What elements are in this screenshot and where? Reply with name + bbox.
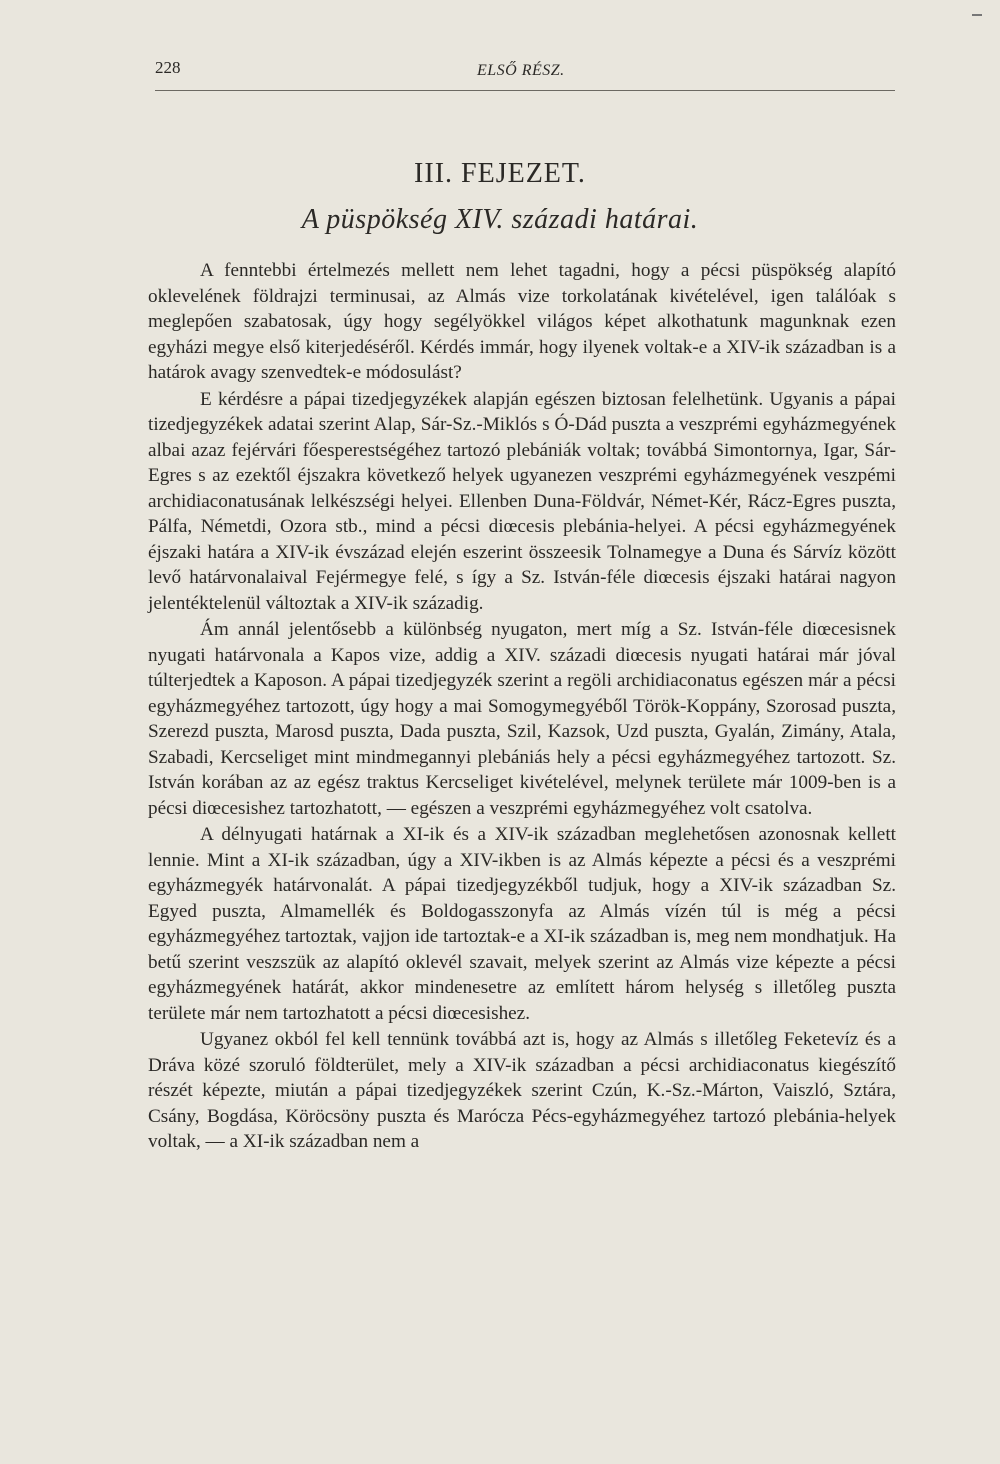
paragraph: E kérdésre a pápai tizedjegyzékek alapján egészen biztosan felelhetünk. Ugyanis a pápai tizedjegyzékek adatai szerint Alap, Sár-Sz.-Miklós s Ó-Dád puszta a veszprémi egyházmegyének albai azaz fejérvári főesperestségéhez tartozó plebániák voltak; továbbá Simontornya, Igar, Sár-Egres s az ezektől éjszakra következő helyek ugyanezen veszprémi egyházmegyének veszpémi archidiaconatusának lelkészségi helyei. Ellenben Duna-Földvár, Német-Kér, Rácz-Egres puszta, Pálfa, Németdi, Ozora stb., mind a pécsi diœcesis plebánia-helyei. A pécsi egyházmegyének éjszaki határa a XIV-ik évszázad elején eszerint összeesik Tolnamegye a Duna és Sárvíz között levő határvonalaival Fejérmegye felé, s így a Sz. István-féle diœcesis éjszaki határai nagyon jelentéktelenül változtak a XIV-ik századig. <box>148 388 896 614</box>
page-header <box>155 58 895 92</box>
edge-mark <box>972 14 982 16</box>
running-title: ELSŐ RÉSZ. <box>477 62 565 79</box>
chapter-title: III. FEJEZET. <box>414 158 586 189</box>
page-number: 228 <box>155 58 181 77</box>
chapter-subtitle: A püspökség XIV. századi határai. <box>301 204 699 235</box>
header-rule <box>155 90 895 91</box>
paragraph: A délnyugati határnak a XI-ik és a XIV-ik században meglehetősen azonosnak kellett lennie. Mint a XI-ik században, úgy a XIV-ikben is az Almás képezte a pécsi és a veszprémi egyházmegyék határvonalát. A pápai tizedjegyzékből tudjuk, hogy a XIV-ik században Sz. Egyed puszta, Almamellék és Boldogasszonyfa az Almás vízén túl is még a pécsi egyházmegyéhez tartoztak, vajjon ide tartoztak-e a XI-ik században is, meg nem mondhatjuk. Ha betű szerint veszszük az alapító oklevél szavait, melyek szerint az Almás vize képezte a pécsi egyházmegyének határát, akkor mindenesetre az említett három helység s illetőleg puszta területe már nem tartozhatott a pécsi diœcesishez. <box>148 824 896 1024</box>
body-text <box>148 258 896 1155</box>
paragraph: A fenntebbi értelmezés mellett nem lehet tagadni, hogy a pécsi püspökség alapító oklevelének földrajzi terminusai, az Almás vize torkolatának kivételével, igen találóak s meglepően szabatosak, úgy hogy segélyökkel világos képet alkothatunk magunknak ezen egyházi megye első kiterjedéséről. Kérdés immár, hogy ilyenek voltak-e a XIV-ik században is a határok avagy szenvedtek-e módosulást? <box>148 260 896 383</box>
paragraph: Ugyanez okból fel kell tennünk továbbá azt is, hogy az Almás s illetőleg Feketevíz és a Dráva közé szoruló földterület, mely a XIV-ik században a pécsi archidiaconatus kiegészítő részét képezte, miután a pápai tizedjegyzékek szerint Czún, K.-Sz.-Márton, Vaiszló, Sztára, Csány, Bogdása, Köröcsöny puszta és Marócza Pécs-egyházmegyéhez tartozó plebánia-helyek voltak, — a XI-ik században nem a <box>148 1029 896 1152</box>
paragraph: Ám annál jelentősebb a különbség nyugaton, mert míg a Sz. István-féle diœcesisnek nyugati határvonala a Kapos vize, addig a XIV. századi diœcesis nyugati határai már jóval túlterjedtek a Kaposon. A pápai tizedjegyzék szerint a regöli archidiaconatus egészen már a pécsi egyházmegyéhez tartozott, úgy hogy a mai Somogymegyéből Török-Koppány, Szorosad puszta, Szerezd puszta, Marosd puszta, Dada puszta, Szil, Kazsok, Uzd puszta, Gyalán, Zimány, Atala, Szabadi, Kercseliget mint mindmegannyi plebániás hely a pécsi egyházmegyéhez tartozott. Sz. István korában az az egész traktus Kercseliget kivételével, melynek területe már 1009-ben is a pécsi diœcesishez tartozhatott, — egészen a veszprémi egyházmegyéhez volt csatolva. <box>148 619 896 819</box>
